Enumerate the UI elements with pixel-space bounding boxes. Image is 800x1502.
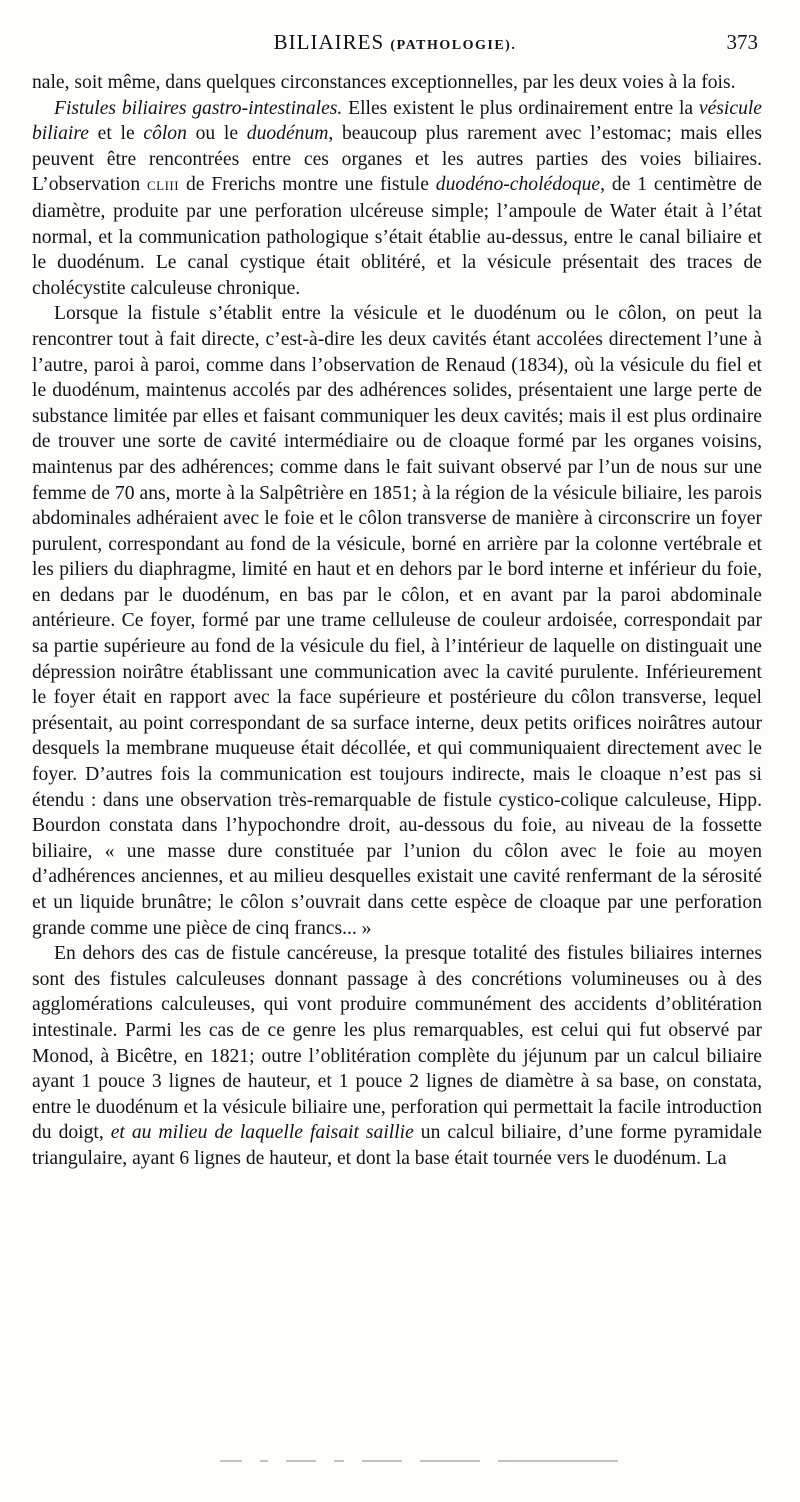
running-title [32,30,758,55]
paragraph-fistule-directe: Lorsque la fistule s’établit entre la vésicule et le duodénum ou le côlon, on peut la rencontrer tout à fait directe, c’est-à-dire les deux cavités étant accolées directement l’une à l’autre, paroi à paroi, comme dans l’observation de Renaud (1834), où la vésicule du fiel et le duodénum, maintenus accolés par des adhérences solides, présentaient une large perte de substance limitée par elles et faisant communiquer les deux cavités; mais il est plus ordinaire de trouver une sorte de cavité intermédiaire ou de cloaque formé par les organes voisins, maintenus par des adhérences; comme dans le fait suivant observé par l’un de nous sur une femme de 70 ans, morte à la Salpêtrière en 1851; à la région de la vésicule biliaire, les parois abdominales adhéraient avec le foie et le côlon transverse de manière à circonscrire un foyer purulent, correspondant au fond de la vésicule, borné en arrière par la colonne vertébrale et les piliers du diaphragme, limité en haut et en dehors par le bord interne et inférieur du foie, en dedans par le duodénum, en bas par le côlon, et en avant par la paroi abdominale antérieure. Ce foyer, formé par une trame celluleuse de couleur ardoisée, correspondait par sa partie supérieure au fond de la vésicule du fiel, à l’intérieur de laquelle on distinguait une dépression noirâtre établissant une communication avec la cavité purulente. Inférieurement le foyer était en rapport avec la face supérieure et postérieure du côlon transverse, lequel présentait, au point correspondant de sa surface interne, deux petits orifices noirâtres autour desquels la membrane muqueuse était décollée, et qui communiquaient directement avec le foyer. D’autres fois la communication est toujours indirecte, mais le cloaque n’est pas si étendu : dans une observation très-remarquable de fistule cystico-colique calculeuse, Hipp. Bourdon constata dans l’hypochondre droit, au-dessous du foie, au niveau de la fossette biliaire, « une masse dure constituée par l’union du côlon avec le foie au moyen d’adhérences anciennes, et au milieu desquelles existait une cavité renfermant de la sérosité et un liquide brunâtre; le côlon s’ouvrait dans cette espèce de cloaque par une perforation grande comme une pièce de cinq francs... » [32,303,762,939]
roman-numeral: CLIII [146,178,180,194]
running-head [32,30,758,60]
italic-phrase: et au milieu de laquelle faisait saillie [110,1122,414,1144]
body-text [32,70,762,1172]
text-run: et le [88,123,144,145]
italic-term: duodéno-cholédoque [435,174,601,196]
italic-term: duodénum [246,123,329,145]
italic-term: côlon [143,123,187,145]
paragraph-continuation: nale, soit même, dans quelques circonstances exceptionnelles, par les deux voies à la fois. [32,72,736,93]
paragraph-fistules-calculeuses [32,941,762,1171]
text-run: , de 1 centimètre de diamètre, produite par une perforation ulcéreuse simple; l’ampoule de Water était à l’état normal, et la communication pathologique s’était établie au-dessus, entre le canal biliaire et le duodénum. Le canal cystique était oblitéré, et la vésicule présentait des traces de cholécystite calculeuse chronique. [32,174,762,299]
page-number: 373 [726,30,758,54]
text-run: ou le [186,123,247,145]
text-run: un calcul biliaire, d’une forme pyramidale triangulaire, ayant 6 lignes de hauteur, et dont la base était tournée vers le duodénum. La [32,1122,762,1169]
italic-term: vésicule biliaire [32,97,763,145]
running-title-sub: (PATHOLOGIE). [390,38,517,53]
paragraph-fistules-gastro-intestinales [32,96,762,302]
text-run: de Frerichs montre une fistule [179,174,436,196]
section-heading: Fistules biliaires gastro-intestinales. [54,97,343,119]
page-bottom-bleed-through [220,1458,760,1464]
running-title-main: BILIAIRES [273,30,385,54]
text-run: En dehors des cas de fistule cancéreuse, la presque totalité des fistules biliaires internes sont des fistules calculeuses donnant passage à des concrétions volumineuses ou à des agglomérations calculeuses, qui vont produire communément des accidents d’oblitération intestinale. Parmi les cas de ce genre les plus remarquables, est celui qui fut observé par Monod, à Bicêtre, en 1821; outre l’oblitération complète du jéjunum par un calcul biliaire ayant 1 pouce 3 lignes de hauteur, et 1 pouce 2 lignes de diamètre à sa base, on constata, entre le duodénum et la vésicule biliaire une, perforation qui permettait la facile introduction du doigt, [32,943,762,1144]
text-run: , beaucoup plus rarement avec l’estomac; mais elles peuvent être rencontrées entre ces organes et les autres parties des voies biliaires. L’observation [32,123,763,196]
text-run: Elles existent le plus ordinairement entre la [342,97,699,119]
